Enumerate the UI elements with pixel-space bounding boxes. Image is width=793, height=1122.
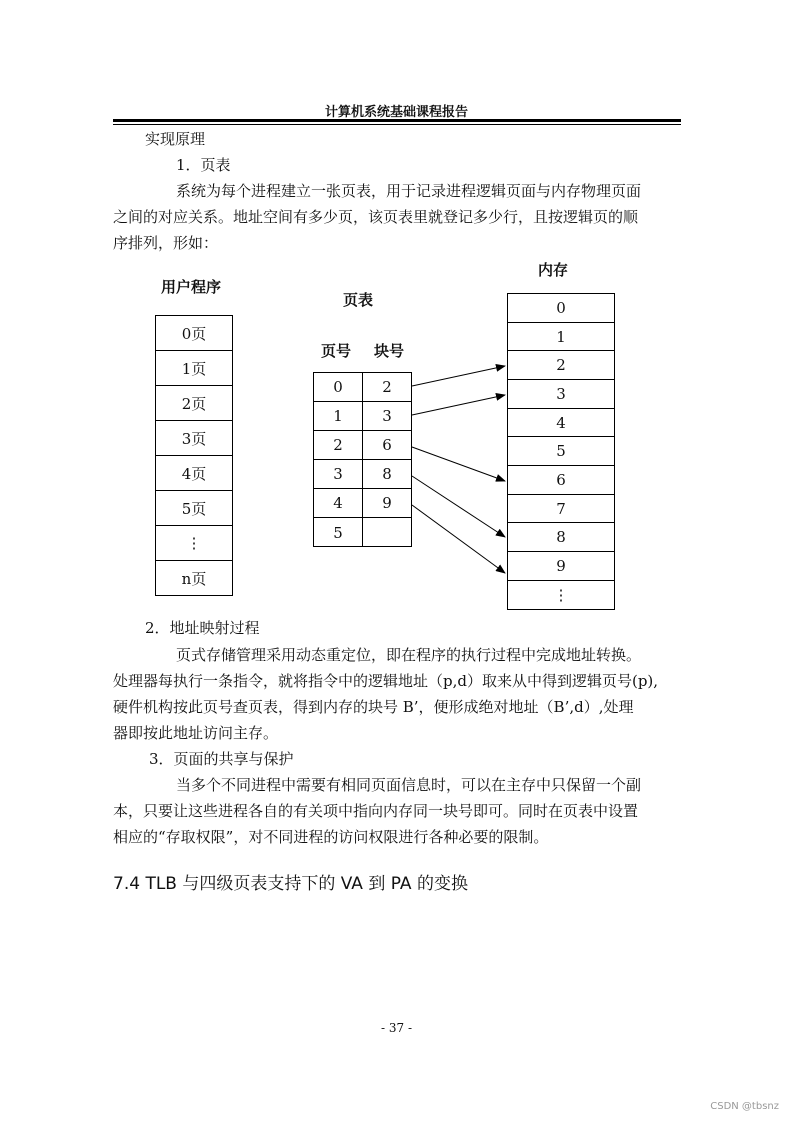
page-number: - 37 -	[380, 1021, 412, 1035]
sub2-para-line: 器即按此地址访问主存。	[113, 724, 279, 742]
page-number-cell: 0	[314, 373, 363, 401]
user-page-cell: 4页	[156, 456, 232, 491]
sub3-para-line: 当多个不同进程中需要有相同页面信息时，可以在主存中只保留一个副	[176, 776, 642, 794]
memory-block-cell: 2	[508, 351, 614, 380]
page-table-col-block: 块号	[374, 342, 405, 360]
page-number-cell: 1	[314, 402, 363, 430]
user-page-cell: 0页	[156, 316, 232, 351]
block-number-cell: 3	[382, 407, 392, 425]
memory-block-cell: 7	[508, 495, 614, 523]
watermark: CSDN @tbsnz	[710, 1101, 779, 1112]
arrow-page3	[412, 476, 505, 537]
section-label: 实现原理	[145, 130, 206, 148]
memory-block-cell: 1	[508, 323, 614, 351]
arrow-page1	[412, 395, 505, 415]
sub2-title: 2．地址映射过程	[145, 619, 260, 637]
sub3-para-line: 相应的“存取权限”，对不同进程的访问权限进行各种必要的限制。	[113, 828, 549, 846]
user-page-cell: 2页	[156, 386, 232, 421]
memory-block-cell: 3	[508, 380, 614, 409]
user-page-cell: 1页	[156, 351, 232, 386]
memory-block-cell: 6	[508, 466, 614, 495]
sub1-para-line: 序排列，形如：	[113, 234, 219, 252]
sub2-para-line: 硬件机构按此页号查页表，得到内存的块号 B’，便形成绝对地址（B’,d）,处理	[113, 698, 634, 716]
sub3-para-line: 本，只要让这些进程各自的有关项中指向内存同一块号即可。同时在页表中设置	[113, 802, 639, 820]
user-page-cell: 5页	[156, 491, 232, 526]
page-number-cell: 2	[314, 431, 363, 459]
page-table-col-page: 页号	[321, 342, 352, 360]
sub1-title: 1．页表	[176, 156, 231, 174]
page-number-cell: 4	[314, 489, 363, 517]
memory-block-cell: 4	[508, 409, 614, 437]
memory-block-cell: ⋮	[553, 586, 569, 604]
block-number-cell: 9	[382, 494, 392, 512]
user-page-cell: ⋮	[156, 526, 232, 561]
arrow-page0	[412, 366, 505, 386]
user-page-cell: n页	[181, 569, 207, 588]
sub1-para-line: 系统为每个进程建立一张页表，用于记录进程逻辑页面与内存物理页面	[176, 182, 642, 200]
memory-block-cell: 8	[508, 523, 614, 552]
header-title: 计算机系统基础课程报告	[324, 105, 468, 120]
block-number-cell: 6	[382, 436, 392, 454]
arrow-page2	[412, 447, 505, 481]
page-table-label: 页表	[343, 291, 374, 309]
memory-label: 内存	[538, 261, 569, 279]
memory-block-cell: 9	[508, 552, 614, 581]
arrow-page4	[412, 505, 505, 573]
block-number-cell: 8	[382, 465, 392, 483]
user-program-label: 用户程序	[161, 278, 222, 296]
section-heading: 7.4 TLB 与四级页表支持下的 VA 到 PA 的变换	[113, 874, 468, 894]
page-number-cell: 3	[314, 460, 363, 488]
sub2-para-line: 处理器每执行一条指令，就将指令中的逻辑地址（p,d）取来从中得到逻辑页号(p),	[113, 672, 659, 690]
block-number-cell: 2	[382, 378, 392, 396]
sub2-para-line: 页式存储管理采用动态重定位，即在程序的执行过程中完成地址转换。	[176, 646, 642, 664]
user-page-cell: 3页	[156, 421, 232, 456]
page-number-cell: 5	[314, 518, 363, 547]
memory-block-cell: 5	[508, 437, 614, 466]
sub1-para-line: 之间的对应关系。地址空间有多少页，该页表里就登记多少行，且按逻辑页的顺	[113, 208, 639, 226]
sub3-title: 3．页面的共享与保护	[149, 750, 294, 768]
memory-block-cell: 0	[508, 294, 614, 323]
